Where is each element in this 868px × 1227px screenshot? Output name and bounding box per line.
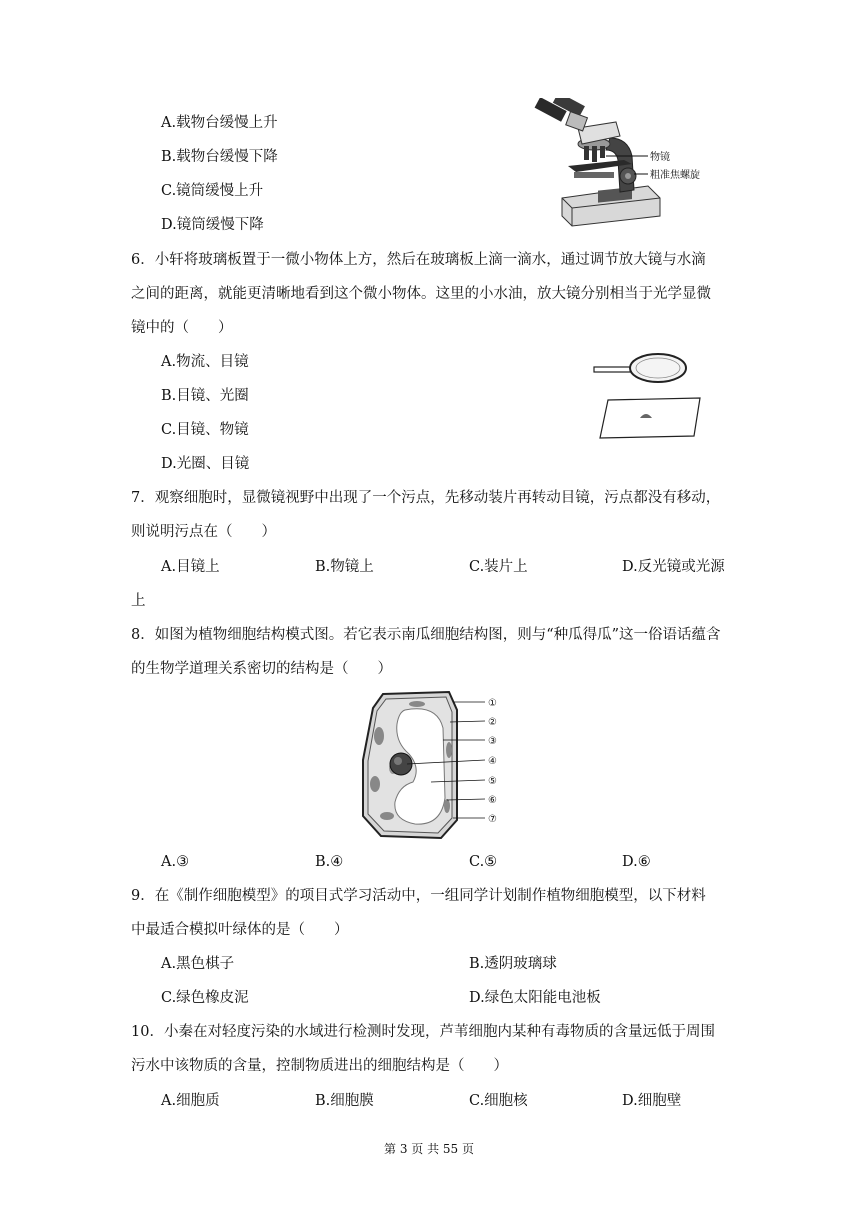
coarse-focus-label: 粗准焦螺旋 bbox=[650, 170, 700, 181]
q9-option-b: B.透阴玻璃球 bbox=[469, 956, 557, 972]
q10-stem-line2: 污水中该物质的含量，控制物质进出的细胞结构是（ ） bbox=[131, 1058, 508, 1074]
q10-option-a: A.细胞质 bbox=[161, 1093, 220, 1109]
q6-stem-line2: 之间的距离，就能更清晰地看到这个微小物体。这里的小水油，放大镜分别相当于光学显微 bbox=[131, 286, 711, 302]
q7-option-d: D.反光镜或光源 bbox=[622, 559, 725, 575]
q7-option-b: B.物镜上 bbox=[315, 559, 374, 575]
q8-option-c: C.⑤ bbox=[469, 854, 498, 870]
q10-stem-line1: 10．小秦在对轻度污染的水域进行检测时发现，芦苇细胞内某种有毒物质的含量远低于周围 bbox=[131, 1024, 715, 1040]
q5-option-d: D.镜筒缓慢下降 bbox=[161, 217, 264, 233]
q6-option-a: A.物流、目镜 bbox=[161, 354, 249, 370]
q9-option-d: D.绿色太阳能电池板 bbox=[469, 990, 601, 1006]
q10-option-d: D.细胞壁 bbox=[622, 1093, 682, 1109]
q8-option-b: B.④ bbox=[315, 854, 344, 870]
q7-option-a: A.目镜上 bbox=[161, 559, 220, 575]
q6-stem-line1: 6．小轩将玻璃板置于一微小物体上方，然后在玻璃板上滴一滴水，通过调节放大镜与水滴 bbox=[131, 252, 706, 268]
q5-option-b: B.载物台缓慢下降 bbox=[161, 149, 278, 165]
q10-option-c: C.细胞核 bbox=[469, 1093, 528, 1109]
cell-label-7: ⑦ bbox=[488, 814, 497, 825]
q6-option-d: D.光圈、目镜 bbox=[161, 456, 250, 472]
q5-option-a: A.载物台缓慢上升 bbox=[161, 115, 278, 131]
magnifier-figure bbox=[590, 348, 702, 442]
page-footer: 第 3 页 共 55 页 bbox=[384, 1142, 474, 1156]
q7-stem-line2: 则说明污点在（ ） bbox=[131, 524, 276, 540]
q6-stem-line3: 镜中的（ ） bbox=[131, 320, 233, 336]
cell-label-1: ① bbox=[488, 698, 497, 709]
magnifier-handle bbox=[594, 367, 634, 372]
q7-option-d-wrap: 上 bbox=[131, 593, 146, 609]
cell-label-6: ⑥ bbox=[488, 795, 497, 806]
q8-option-a: A.③ bbox=[161, 854, 190, 870]
cell-label-3: ③ bbox=[488, 736, 497, 747]
q7-stem-line1: 7．观察细胞时，显微镜视野中出现了一个污点，先移动装片再转动目镜，污点都没有移动， bbox=[131, 490, 721, 506]
q6-option-b: B.目镜、光圈 bbox=[161, 388, 249, 404]
q9-stem-line2: 中最适合模拟叶绿体的是（ ） bbox=[131, 922, 349, 938]
q8-stem-line2: 的生物学道理关系密切的结构是（ ） bbox=[131, 661, 392, 677]
q7-option-c: C.装片上 bbox=[469, 559, 528, 575]
microscope-figure bbox=[528, 98, 718, 230]
q9-option-c: C.绿色橡皮泥 bbox=[161, 990, 249, 1006]
cell-label-4: ④ bbox=[488, 756, 497, 767]
cell-label-5: ⑤ bbox=[488, 776, 497, 787]
cell-label-2: ② bbox=[488, 717, 497, 728]
q8-option-d: D.⑥ bbox=[622, 854, 651, 870]
q5-option-c: C.镜筒缓慢上升 bbox=[161, 183, 264, 199]
q8-stem-line1: 8．如图为植物细胞结构模式图。若它表示南瓜细胞结构图，则与“种瓜得瓜”这一俗语话蕴含 bbox=[131, 627, 721, 643]
q9-option-a: A.黑色棋子 bbox=[161, 956, 235, 972]
q9-stem-line1: 9．在《制作细胞模型》的项目式学习活动中，一组同学计划制作植物细胞模型，以下材料 bbox=[131, 888, 706, 904]
plant-cell-figure bbox=[357, 688, 517, 844]
objective-label: 物镜 bbox=[650, 152, 670, 163]
q6-option-c: C.目镜、物镜 bbox=[161, 422, 249, 438]
q10-option-b: B.细胞膜 bbox=[315, 1093, 374, 1109]
